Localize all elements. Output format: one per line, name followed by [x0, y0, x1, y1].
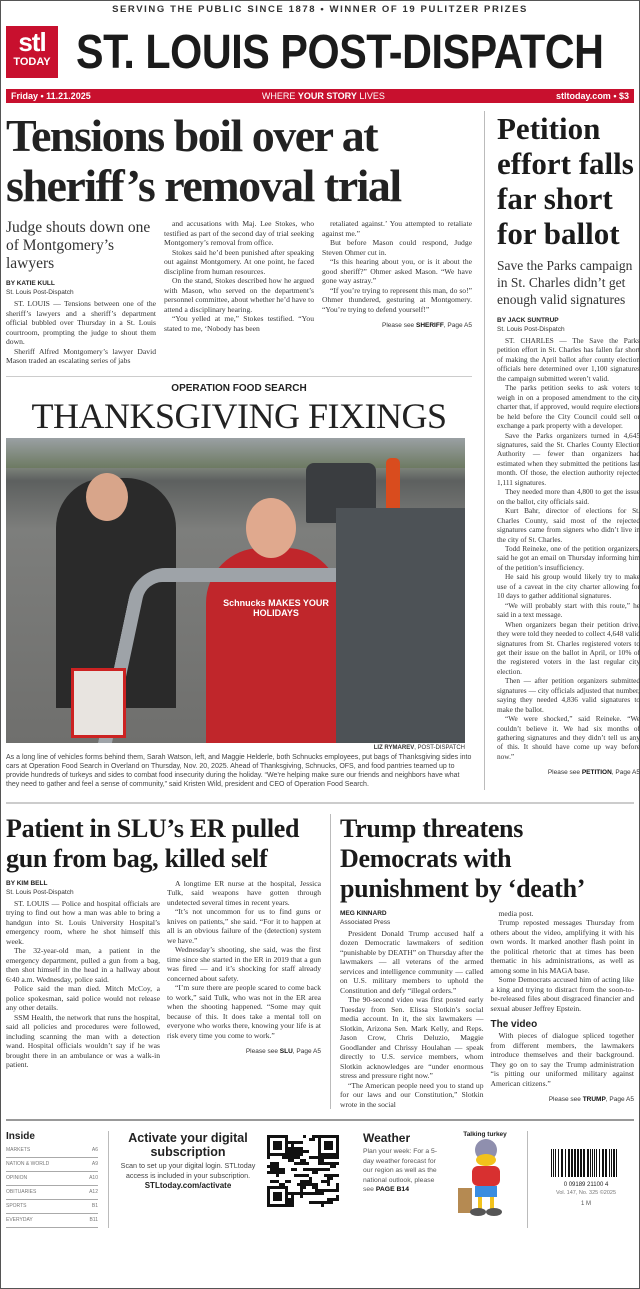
barcode	[551, 1149, 621, 1177]
inside-page: B11	[89, 1217, 98, 1224]
date-bar	[6, 89, 634, 103]
right-column	[497, 111, 640, 790]
lead-col3	[322, 219, 472, 314]
inside-item[interactable]	[6, 1172, 98, 1186]
column-rule	[484, 111, 485, 790]
lead-jump-link[interactable]: Please see SHERIFF, Page A5	[382, 322, 472, 329]
petition-deck: Save the Parks campaign in St. Charles didn’t get enough valid signatures	[497, 258, 633, 307]
paragraph: and accusations with Maj. Lee Stokes, who testified as part of the second day of trial seeking Montgomery’s removal from office.	[164, 219, 314, 247]
masthead-title: ST. LOUIS POST-DISPATCH	[76, 25, 604, 79]
paragraph: “If you’re trying to represent this man, do so!” Ohmer thundered, gesturing at Montgomery. “You’re trying to defend yourself!”	[322, 285, 472, 314]
promo-url[interactable]: STLtoday.com/activate	[144, 1181, 232, 1191]
slu-byline: BY KIM BELL	[6, 879, 48, 887]
paragraph: They needed more than 4,800 to get the issue on the ballot, city officials said.	[497, 487, 640, 506]
lead-col1	[6, 299, 156, 366]
photo-shirt-text: Schnucks MAKES YOUR HOLIDAYS	[223, 597, 329, 618]
edition-code: 1 M	[580, 1201, 591, 1208]
slu-jump-link[interactable]: Please see SLU, Page A5	[245, 1048, 321, 1056]
paragraph: “Is this hearing about you, or is it about the good sheriff?” Ohmer asked Mason. “We have gone way astray.”	[322, 257, 472, 285]
paragraph: media post.	[498, 908, 534, 918]
trump-org: Associated Press	[340, 918, 391, 926]
slu-col2	[167, 879, 321, 1041]
stltoday-logo[interactable]: stl TODAY	[6, 26, 58, 78]
paragraph: But before Mason could respond, Judge Steven Ohmer cut in.	[322, 238, 472, 257]
inside-label: OPINION	[6, 1175, 28, 1182]
paragraph: Police said the man died. Mitch McCoy, a police spokesman, said police would not release any other details.	[6, 984, 160, 1013]
paragraph: With pieces of dialogue spliced together from different members, the lawmakers introduce themselves and their background. They go on to say the Trump administration “is pitting our uniformed military against American citizens.”	[490, 1031, 634, 1088]
trump-col2b	[491, 1031, 635, 1088]
photo-caption: As a long line of vehicles forms behind them, Sarah Watson, left, and Maggie Helderle, both Schnucks employees, put bags of Thanksgiving sides into cars at Operation Food Search in Overland on Thursday, Nov. 20, 2025. Ahead of Thanksgiving, Schnucks, OFS, and food pantries teamed up to provide hundreds of turkeys and sides to combat food insecurity during the holiday. “We’re helping make sure our friends and neighbors have what they need to gather and feel a sense of community,” said Kristen Wild, president and CEO of Operation Food Search.	[6, 753, 472, 789]
column-rule	[108, 1131, 109, 1228]
inside-label: MARKETS	[6, 1147, 31, 1154]
lead-headline[interactable]: Tensions boil over at sheriff’s removal trial	[6, 110, 401, 211]
trump-col1	[340, 929, 484, 1110]
volume-number: Vol. 147, No. 325 ©2025	[555, 1190, 616, 1197]
weather-title: Weather	[363, 1131, 411, 1146]
paragraph: ST. CHARLES — The Save the Parks petition effort in St. Charles has fallen far short of making the April ballot after county election officials here determined over 1,100 signatures the campaign submitted weren’t valid.	[497, 336, 640, 383]
paragraph: When organizers began their petition drive, they were told they needed to collect 4,648 valid signatures from St. Charles registered voters to get their issue on the ballot in April, or 10% of the registered voters in the last regular city election.	[497, 619, 640, 676]
paragraph: The 90-second video was first posted early Tuesday from Sen. Elissa Slotkin’s social media account. In it, the six lawmakers — Slotkin, Arizona Sen. Mark Kelly, and Reps. Jason Crow, Chris Deluzio, Maggie Goodlander and Chrissy Houlahan — speak directly to U.S. service members, whom Slotkin acknowledges are “under enormous stress and pressure right now.”	[340, 995, 484, 1081]
paragraph: Some Democrats accused him of acting like a king and trying to distract from the soon-to-be-released files about disgraced financier and sexual abuser Jeffrey Epstein.	[490, 975, 634, 1013]
paragraph: The parks petition seeks to ask voters to weigh in on a proposed amendment to the city charter that, if approved, would require elections be held before the City Council could sell or exchange a park property with a developer.	[497, 383, 640, 431]
paragraph: Wednesday’s shooting, she said, was the first time since she started in the ER in 2019 that a gun was fired — and it’s shocking for staff already concerned about safety.	[167, 945, 321, 983]
divider	[6, 376, 472, 377]
weather-text: Plan your week: For a 5-day weather forecast for our region as well as the national outlook, please see PAGE B14	[363, 1148, 438, 1194]
inside-item[interactable]	[6, 1144, 98, 1158]
paragraph: Stokes said he’d been punished after speaking out against Montgomery. At one point, he faced discipline from human resources.	[164, 247, 314, 276]
paragraph: “It’s not uncommon for us to find guns or knives on patients,” she said. “For it to happen at all is an obvious failure of the (detection) system we have.”	[167, 907, 321, 945]
promo-text: Scan to set up your digital login. STLtoday access is included in your subscription.	[120, 1161, 256, 1181]
paragraph: “I’m sure there are people scared to come back to work,” said Tulk, who was not in the ER area when the shooting happened. “Some may quit because of this. It does take a mental toll on everyone who works there, knowing your life is at risk every time you come to work.”	[167, 983, 321, 1040]
inside-label: NATION & WORLD	[6, 1161, 50, 1168]
footer	[6, 1119, 634, 1234]
column-rule	[330, 814, 331, 1110]
trump-jump-link[interactable]: Please see TRUMP, Page A5	[548, 1096, 634, 1104]
inside-item[interactable]	[6, 1200, 98, 1214]
inside-page: A9	[91, 1161, 98, 1168]
inside-item[interactable]	[6, 1186, 98, 1200]
inside-page: A6	[91, 1147, 98, 1154]
photo-credit: LIZ RYMAREV, POST-DISPATCH	[373, 744, 465, 751]
inside-label: SPORTS	[6, 1203, 27, 1210]
paragraph: He said his group would likely try to make use of a caveat in the city charter allowing for 10 days to gather additional signatures.	[497, 572, 640, 601]
paragraph: President Donald Trump accused half a dozen Democratic lawmakers of sedition “punishable by DEATH” on Thursday after the lawmakers — all veterans of the armed services and intelligence community — called on U.S. military members to uphold the Constitution and defy “illegal orders.”	[340, 928, 484, 995]
issue-date: Friday • 11.21.2025	[11, 91, 91, 101]
inside-page: B1	[91, 1203, 98, 1210]
inside-index	[6, 1131, 98, 1228]
slu-col1	[6, 899, 160, 1070]
petition-headline[interactable]: Petition effort falls far short for ballot	[497, 111, 634, 251]
trump-col2	[491, 909, 635, 1110]
paragraph: Save the Parks organizers turned in 4,645 signatures, said the St. Charles County Election Authority — fewer than organizers had estimated when they submitted the petitions last month. Of those, the election authority rejected 1,111 signatures.	[497, 430, 640, 487]
paragraph: Todd Reineke, one of the petition organizers, said he got an email on Thursday informing him of the petition’s insufficiency.	[497, 543, 640, 572]
paragraph: Sheriff Alfred Montgomery’s lawyer David Mason traded an escalating series of jabs	[6, 346, 156, 365]
promo-title: Activate your digital subscription	[128, 1131, 248, 1160]
paragraph: On the stand, Stokes described how he argued with Mason, who served on the department’s personnel committee, about whether he’d have to attend a disciplinary hearing.	[164, 276, 314, 314]
paragraph: ST. LOUIS — Tensions between one of the sheriff’s lawyers and a sheriff’s department official bubbled over Thursday in a St. Louis courtroom, prompting the judge to shout them down.	[6, 299, 156, 346]
slu-story	[6, 814, 321, 1110]
qr-code[interactable]	[267, 1135, 339, 1207]
paragraph: ST. LOUIS — Police and hospital officials are trying to find out how a man was able to bring a handgun into St. Louis University Hospital’s emergency room, where he shot himself this week.	[6, 898, 160, 946]
petition-org: St. Louis Post-Dispatch	[497, 326, 565, 333]
site-price: stltoday.com • $3	[555, 91, 629, 101]
inside-title: Inside	[6, 1131, 35, 1143]
slu-org: St. Louis Post-Dispatch	[6, 888, 74, 896]
paragraph: Then — after petition organizers submitted signatures — city officials adjusted that number, saying they needed 4,836 valid signatures to make the ballot.	[497, 676, 640, 714]
petition-byline: BY JACK SUNTRUP	[497, 317, 559, 324]
trump-subhead: The video	[490, 1019, 538, 1031]
barcode-digits: 0 09189 21100 4	[563, 1182, 609, 1189]
barcode-block	[538, 1131, 634, 1207]
paragraph: “The American people need you to stand up for our laws and our Constitution,” Slotkin wrote in the social	[340, 1080, 484, 1109]
digital-promo[interactable]	[119, 1131, 257, 1190]
left-column	[6, 111, 472, 790]
lead-org: St. Louis Post-Dispatch	[6, 289, 74, 296]
lead-byline: BY KATIE KULL	[6, 280, 55, 287]
paragraph: Trump reposted messages Thursday from others about the video, amplifying it with his own words. It marked another flash point in the political rhetoric that at times has been thematic in his administrations, as well as among some in his MAGA base.	[490, 918, 634, 975]
feature-kicker: OPERATION FOOD SEARCH	[171, 382, 307, 394]
turkey-cartoon-icon	[458, 1138, 513, 1218]
cartoon	[453, 1131, 517, 1223]
petition-body	[497, 336, 640, 761]
slu-headline[interactable]: Patient in SLU’s ER pulled gun from bag, killed self	[6, 813, 300, 873]
inside-item[interactable]	[6, 1214, 98, 1228]
feature-headline: THANKSGIVING FIXINGS	[31, 395, 447, 436]
cartoon-title: Talking turkey	[463, 1131, 507, 1139]
paragraph: “We were shocked,” said Reineke. “We couldn’t believe it. We had six months of gathering signatures and they didn’t tell us any of this. It should have come up way before now.”	[497, 714, 640, 761]
paragraph: A longtime ER nurse at the hospital, Jessica Tulk, said weapons have gotten through undetected several times in recent years.	[167, 878, 321, 907]
inside-page: A10	[89, 1175, 98, 1182]
section-divider	[6, 802, 634, 804]
inside-page: A12	[89, 1189, 98, 1196]
trump-headline[interactable]: Trump threatens Democrats with punishment by ‘death’	[340, 813, 586, 903]
inside-label: EVERYDAY	[6, 1217, 33, 1224]
paragraph: “We will probably start with this route,” he said in a text message.	[497, 600, 640, 620]
paragraph: Kurt Bahr, director of elections for St. Charles County, said most of the rejected signatures came from signers who didn’t live in the city of St. Charles.	[497, 506, 640, 544]
paragraph: “You yelled at me,” Stokes testified. “You stated to me, ‘Nobody has been	[164, 314, 314, 333]
trump-story	[340, 814, 634, 1110]
column-rule	[527, 1131, 528, 1228]
lead-col2	[164, 219, 314, 366]
paragraph: The 32-year-old man, a patient in the emergency department, pulled a gun from a bag, then shot himself in the head in a hallway about 6:40 a.m. Wednesday, police said.	[6, 946, 160, 984]
inside-label: OBITUARIES	[6, 1189, 37, 1196]
slogan: WHERE YOUR STORY LIVES	[261, 91, 385, 101]
lead-deck: Judge shouts down one of Montgomery’s lawyers	[6, 219, 151, 272]
inside-item[interactable]	[6, 1158, 98, 1172]
paragraph: retaliated against.’ You attempted to retaliate against me.”	[322, 219, 472, 238]
paragraph: SSM Health, the network that runs the hospital, said all policies and procedures were followed, including scanning the man with a detection wand. Hospital officials wouldn’t say if he was brought there in an ambulance or was a walk-in patient.	[6, 1012, 160, 1070]
feature-photo[interactable]	[6, 438, 465, 743]
masthead-tagline: SERVING THE PUBLIC SINCE 1878 • WINNER OF 19 PULITZER PRIZES	[112, 4, 528, 15]
trump-col2a	[491, 909, 635, 1014]
trump-byline: MEG KINNARD	[340, 909, 387, 917]
weather-promo	[363, 1131, 443, 1195]
petition-jump-link[interactable]: Please see PETITION, Page A5	[547, 769, 640, 777]
